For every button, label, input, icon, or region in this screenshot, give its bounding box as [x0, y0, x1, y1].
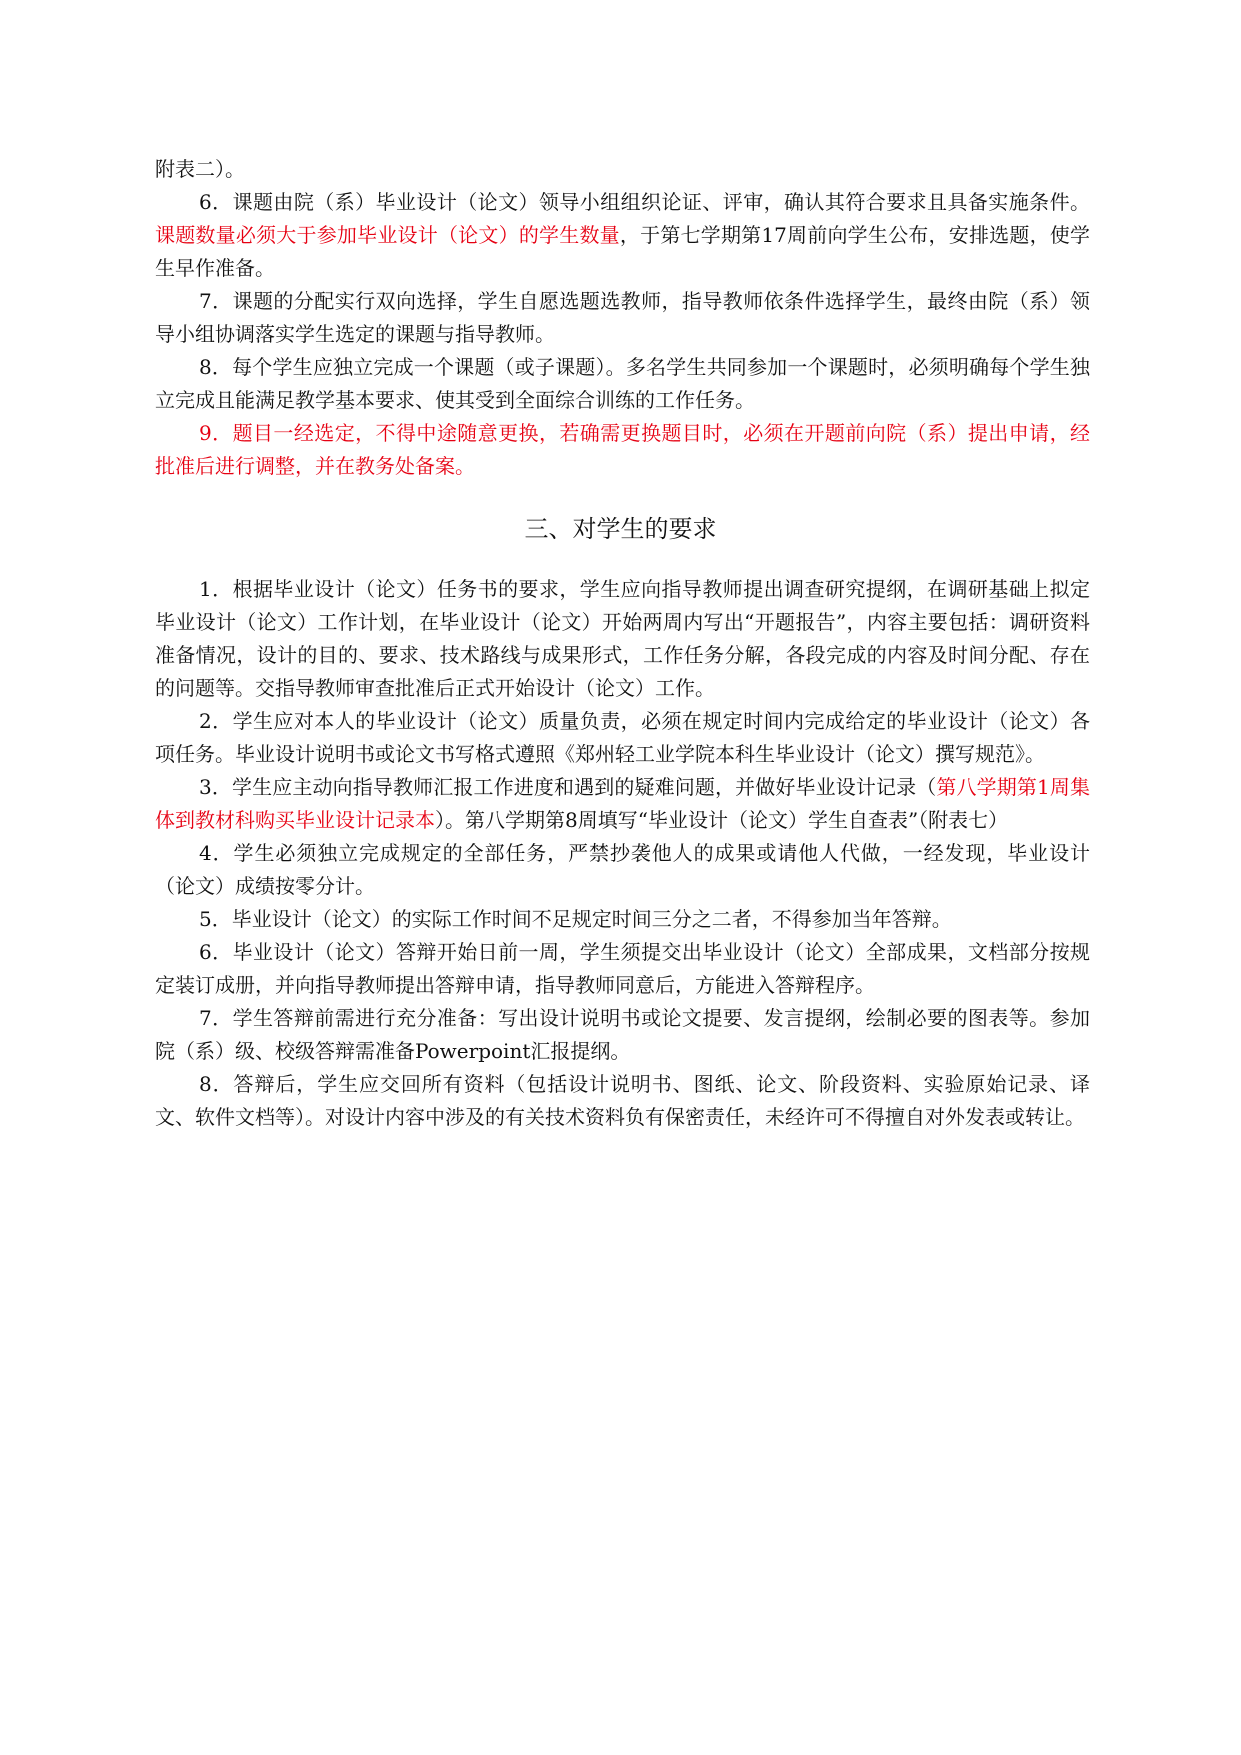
section-title: 三、对学生的要求 [524, 515, 717, 543]
paragraph-item-6-highlight: 课题数量必须大于参加毕业设计（论文）的学生数量 [155, 223, 620, 247]
paragraph-item-9-highlight: 9．题目一经选定，不得中途随意更换，若确需更换题目时，必须在开题前向院（系）提出申请，经批准后进行调整，并在教务处备案。 [155, 421, 1090, 478]
requirement-item-3-text-b: ）。第八学期第8周填写“毕业设计（论文）学生自查表”（附表七） [435, 808, 1009, 832]
paragraph-item-8: 8．每个学生应独立完成一个课题（或子课题）。多名学生共同参加一个课题时，必须明确每个学生独立完成且能满足教学基本要求、使其受到全面综合训练的工作任务。 [155, 355, 1090, 412]
requirement-item-5: 5．毕业设计（论文）的实际工作时间不足规定时间三分之二者，不得参加当年答辩。 [199, 907, 952, 931]
paragraph-continuation: 附表二）。 [155, 157, 245, 181]
section-2-continuation [155, 153, 1090, 483]
requirement-item-3 [155, 771, 1090, 837]
requirement-item-8: 8．答辩后，学生应交回所有资料（包括设计说明书、图纸、论文、阶段资料、实验原始记录、译文、软件文档等）。对设计内容中涉及的有关技术资料负有保密责任，未经许可不得擅自对外发表或转让。 [155, 1072, 1090, 1129]
section-3-body [155, 573, 1090, 1134]
paragraph-item-7: 7．课题的分配实行双向选择，学生自愿选题选教师，指导教师依条件选择学生，最终由院（系）领导小组协调落实学生选定的课题与指导教师。 [155, 289, 1090, 346]
requirement-item-4: 4．学生必须独立完成规定的全部任务，严禁抄袭他人的成果或请他人代做，一经发现，毕业设计（论文）成绩按零分计。 [155, 841, 1090, 898]
requirement-item-3-highlight: 第八学期第1周集体到教材科购买毕业设计记录本 [155, 775, 1090, 832]
requirement-item-1: 1．根据毕业设计（论文）任务书的要求，学生应向指导教师提出调查研究提纲，在调研基础上拟定毕业设计（论文）工作计划，在毕业设计（论文）开始两周内写出“开题报告”，内容主要包括：调研资料准备情况，设计的目的、要求、技术路线与成果形式，工作任务分解，各段完成的内容及时间分配、存在的问题等。交指导教师审查批准后正式开始设计（论文）工作。 [155, 577, 1090, 700]
paragraph-item-6 [155, 186, 1090, 285]
paragraph-item-6-text-a: 6．课题由院（系）毕业设计（论文）领导小组组织论证、评审，确认其符合要求且具备实施条件。 [199, 190, 1090, 214]
requirement-item-6: 6．毕业设计（论文）答辩开始日前一周，学生须提交出毕业设计（论文）全部成果，文档部分按规定装订成册，并向指导教师提出答辩申请，指导教师同意后，方能进入答辩程序。 [155, 940, 1090, 997]
requirement-item-7: 7．学生答辩前需进行充分准备：写出设计说明书或论文提要、发言提纲，绘制必要的图表等。参加院（系）级、校级答辩需准备Powerpoint汇报提纲。 [155, 1006, 1090, 1063]
paragraph-item-6-text-b: ，于第七学期第17周前向学生公布，安排选题，使学生早作准备。 [155, 223, 1091, 280]
requirement-item-2: 2．学生应对本人的毕业设计（论文）质量负责，必须在规定时间内完成给定的毕业设计（论文）各项任务。毕业设计说明书或论文书写格式遵照《郑州轻工业学院本科生毕业设计（论文）撰写规范》。 [155, 709, 1090, 766]
requirement-item-3-text-a: 3．学生应主动向指导教师汇报工作进度和遇到的疑难问题，并做好毕业设计记录（ [199, 775, 937, 799]
